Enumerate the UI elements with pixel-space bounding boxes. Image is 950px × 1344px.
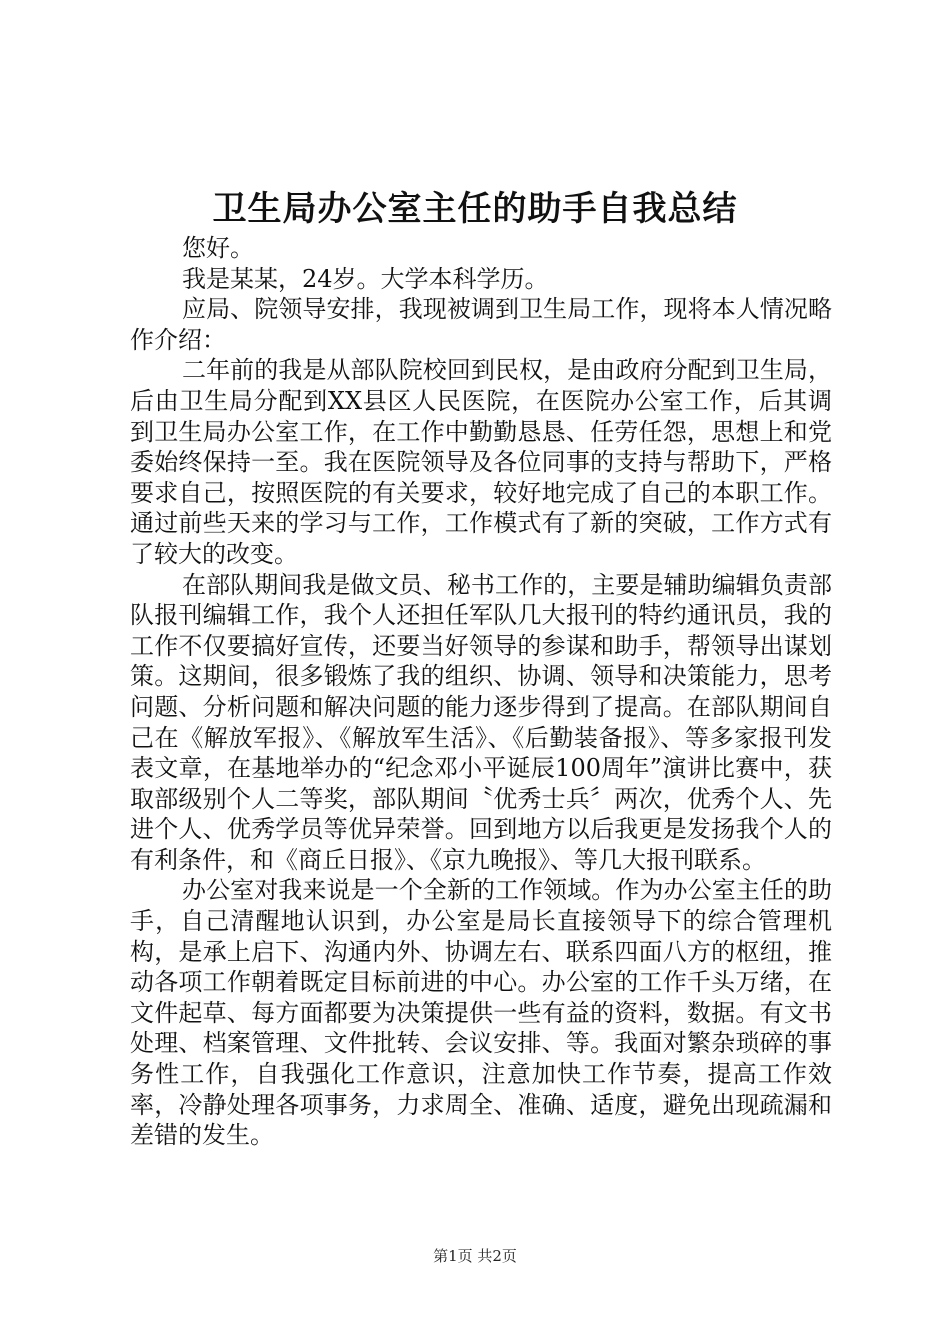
paragraph-self-intro: 我是某某，24岁。大学本科学历。 xyxy=(182,264,549,293)
paragraph-military-service: 在部队期间我是做文员、秘书工作的，主要是辅助编辑负责部队报刊编辑工作，我个人还担任军队几大报刊的特约通讯员，我的工作不仅要搞好宣传，还要当好领导的参谋和助手，帮领导出谋划策。这期间，很多锻炼了我的组织、协调、领导和决策能力，思考问题、分析问题和解决问题的能力逐步得到了提高。在部队期间自己在《解放军报》、《解放军生活》、《后勤装备报》、等多家报刊发表文章，在基地举办的“纪念邓小平诞辰100周年”演讲比赛中，获取部级别个人二等奖，部队期间〝优秀士兵〞两次，优秀个人、先进个人、优秀学员等优异荣誉。回到地方以后我更是发扬我个人的有利条件，和《商丘日报》、《京九晚报》、等几大报刊联系。 xyxy=(130,570,832,874)
paragraph-office-work: 办公室对我来说是一个全新的工作领域。作为办公室主任的助手，自己清醒地认识到，办公室是局长直接领导下的综合管理机构，是承上启下、沟通内外、协调左右、联系四面八方的枢纽，推动各项工作朝着既定目标前进的中心。办公室的工作千头万绪，在文件起草、每方面都要为决策提供一些有益的资料，数据。有文书处理、档案管理、文件批转、会议安排、等。我面对繁杂琐碎的事务性工作，自我强化工作意识，注意加快工作节奏，提高工作效率，冷静处理各项事务，力求周全、准确、适度，避免出现疏漏和差错的发生。 xyxy=(130,876,832,1150)
document-body xyxy=(130,233,832,1151)
paragraph-assignment: 应局、院领导安排，我现被调到卫生局工作，现将本人情况略作介绍： xyxy=(130,295,832,354)
page-number-footer: 第1页 共2页 xyxy=(433,1247,517,1265)
paragraph-background: 二年前的我是从部队院校回到民权，是由政府分配到卫生局，后由卫生局分配到XX县区人民医院，在医院办公室工作，后其调到卫生局办公室工作，在工作中勤勤恳恳、任劳任怨，思想上和党委始终保持一至。我在医院领导及各位同事的支持与帮助下，严格要求自己，按照医院的有关要求，较好地完成了自己的本职工作。通过前些天来的学习与工作，工作模式有了新的突破，工作方式有了较大的改变。 xyxy=(130,356,832,568)
paragraph-greeting: 您好。 xyxy=(182,234,254,262)
document-title: 卫生局办公室主任的助手自我总结 xyxy=(212,189,738,229)
